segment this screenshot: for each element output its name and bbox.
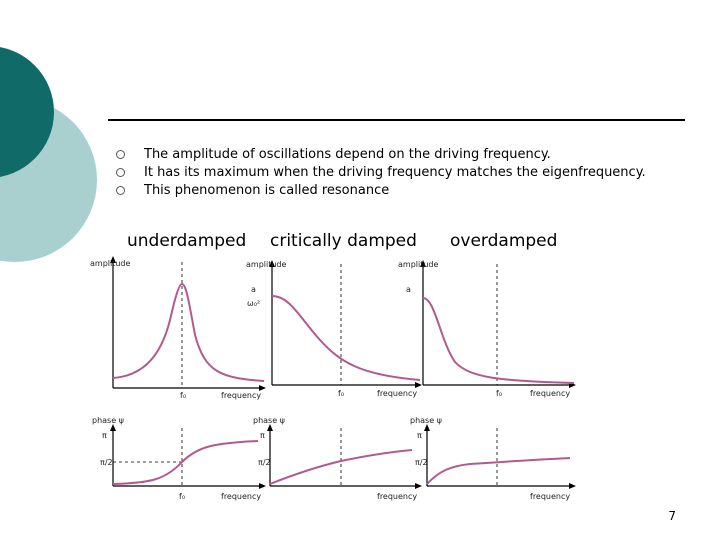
phase-axis-label: phase ψ bbox=[253, 416, 285, 425]
frequency-axis-label: frequency bbox=[377, 492, 418, 501]
phase-plot-critically-damped bbox=[253, 416, 422, 501]
frequency-axis-label: frequency bbox=[221, 492, 262, 501]
frequency-axis-label: frequency bbox=[530, 492, 571, 501]
phase-axis-label: phase ψ bbox=[92, 416, 124, 425]
amplitude-plot-critically-damped bbox=[246, 260, 422, 398]
heading-underdamped: underdamped bbox=[127, 231, 247, 251]
phase-plot-underdamped bbox=[92, 416, 266, 501]
amplitude-axis-label: amplitude bbox=[398, 260, 439, 269]
phase-axis-label: phase ψ bbox=[410, 416, 442, 425]
pi-label: π bbox=[102, 431, 107, 440]
a-label: a bbox=[251, 285, 256, 294]
half-pi-label: π/2 bbox=[100, 458, 113, 467]
slide-number: 7 bbox=[668, 509, 676, 523]
half-pi-label: π/2 bbox=[415, 458, 428, 467]
half-pi-label: π/2 bbox=[258, 458, 271, 467]
amplitude-axis-label: amplitude bbox=[246, 260, 287, 269]
amplitude-axis-label: amplitude bbox=[90, 259, 131, 268]
amplitude-plot-overdamped bbox=[398, 260, 576, 398]
f0-label: f₀ bbox=[338, 389, 345, 398]
omega-label: ω₀² bbox=[247, 299, 261, 308]
heading-critically-damped: critically damped bbox=[270, 231, 417, 251]
a-label: a bbox=[406, 285, 411, 294]
frequency-axis-label: frequency bbox=[530, 389, 571, 398]
pi-label: π bbox=[260, 431, 265, 440]
pi-label: π bbox=[417, 431, 422, 440]
phase-plot-overdamped bbox=[410, 416, 576, 501]
frequency-axis-label: frequency bbox=[377, 389, 418, 398]
amplitude-plot-underdamped bbox=[90, 256, 266, 400]
frequency-axis-label: frequency bbox=[221, 391, 262, 400]
f0-label: f₀ bbox=[180, 391, 187, 400]
f0-label: f₀ bbox=[496, 389, 503, 398]
f0-label: f₀ bbox=[179, 492, 186, 501]
heading-overdamped: overdamped bbox=[450, 231, 558, 251]
